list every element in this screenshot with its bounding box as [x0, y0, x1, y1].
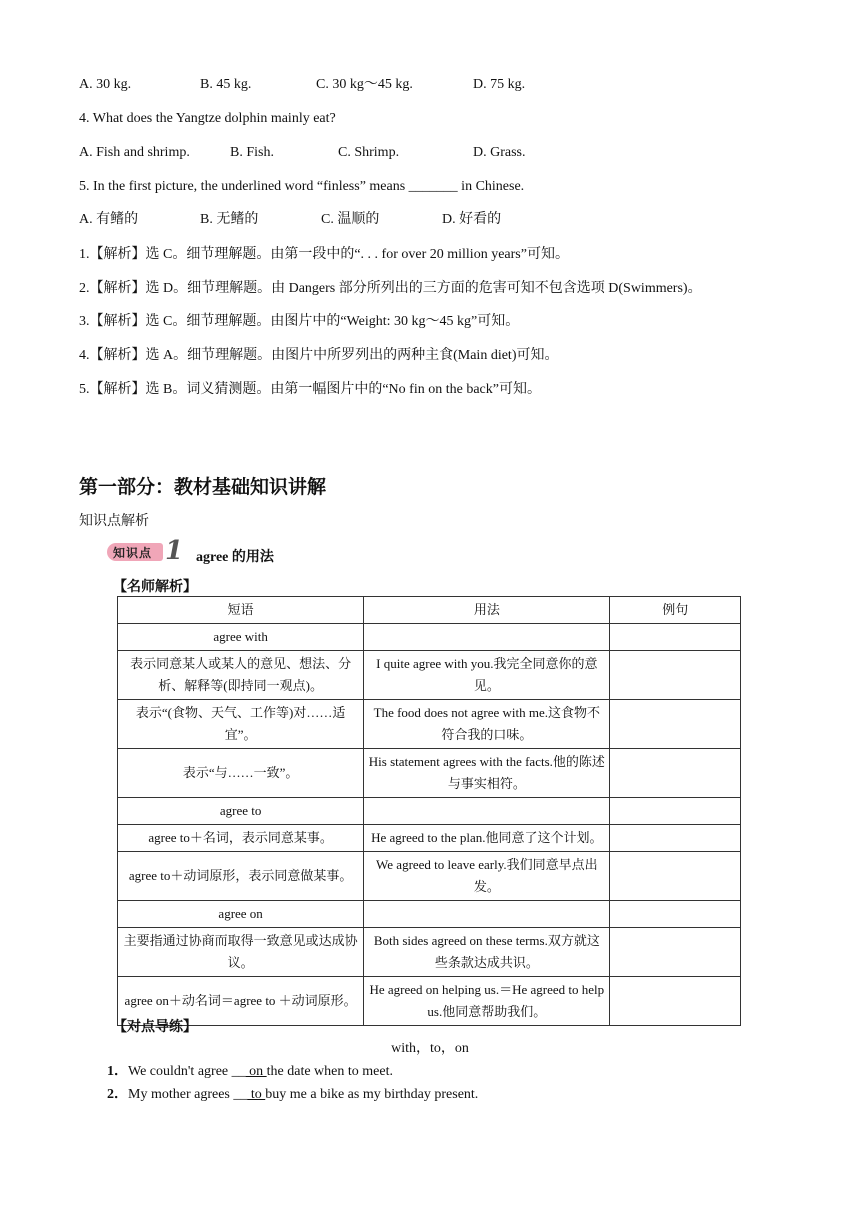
exercise-1: [107, 1060, 393, 1080]
table-cell: We agreed to leave early.我们同意早点出发。: [364, 852, 610, 901]
table-cell: He agreed on helping us.＝He agreed to help us.他同意帮助我们。: [364, 977, 610, 1026]
exercise-post: the date when to meet.: [266, 1064, 393, 1079]
q3-option-c: C. 30 kg～45 kg.: [316, 77, 413, 92]
table-cell: [610, 700, 741, 749]
answer-5: 5.【解析】选 B。词义猜测题。由第一幅图片中的“No fin on the back”可知。: [79, 382, 541, 397]
q4-question: 4. What does the Yangtze dolphin mainly eat?: [79, 111, 336, 126]
table-cell: 表示同意某人或某人的意见、想法、分析、解释等(即持同一观点)。: [118, 651, 364, 700]
table-cell: [610, 901, 741, 928]
table-row: [118, 651, 741, 700]
table-cell: [610, 977, 741, 1026]
q5-option-b: B. 无鳍的: [200, 212, 259, 227]
answer-2: 2.【解析】选 D。细节理解题。由 Dangers 部分所列出的三方面的危害可知不包含选项 D(Swimmers)。: [79, 281, 702, 296]
header-usage: 用法: [364, 597, 610, 624]
table-cell: [610, 651, 741, 700]
exercise-number: 2．: [107, 1087, 128, 1102]
table-cell: The food does not agree with me.这食物不符合我的口味。: [364, 700, 610, 749]
exercise-2: [107, 1083, 478, 1103]
word-bank: with，to，on: [391, 1041, 469, 1056]
table-row: [118, 700, 741, 749]
table-cell: agree to＋动词原形，表示同意做某事。: [118, 852, 364, 901]
table-cell: agree to: [118, 798, 364, 825]
table-cell: 表示“与……一致”。: [118, 749, 364, 798]
table-row: [118, 977, 741, 1026]
table-cell: His statement agrees with the facts.他的陈述与事实相符。: [364, 749, 610, 798]
header-example: 例句: [610, 597, 741, 624]
answer-3: 3.【解析】选 C。细节理解题。由图片中的“Weight: 30 kg～45 kg”可知。: [79, 314, 520, 329]
badge-number: 1: [165, 536, 184, 566]
section-title: 第一部分：教材基础知识讲解: [79, 476, 327, 498]
table-cell: agree with: [118, 624, 364, 651]
teacher-analysis-label: 【名师解析】: [113, 579, 197, 595]
table-cell: [610, 798, 741, 825]
table-cell: Both sides agreed on these terms.双方就这些条款达成共识。: [364, 928, 610, 977]
answer-4: 4.【解析】选 A。细节理解题。由图片中所罗列出的两种主食(Main diet)可知。: [79, 348, 559, 363]
knowledge-point-title: agree 的用法: [196, 550, 274, 565]
answer-blank: on: [245, 1064, 267, 1079]
table-cell: agree on: [118, 901, 364, 928]
q4-option-b: B. Fish.: [230, 145, 274, 160]
q4-option-c: C. Shrimp.: [338, 145, 400, 160]
table-header-row: [118, 597, 741, 624]
q3-option-b: B. 45 kg.: [200, 77, 252, 92]
q3-option-d: D. 75 kg.: [473, 77, 526, 92]
table-cell: He agreed to the plan.他同意了这个计划。: [364, 825, 610, 852]
table-cell: [364, 901, 610, 928]
table-cell: [610, 624, 741, 651]
subsection-title: 知识点解析: [79, 514, 149, 529]
badge-text: 知识点: [113, 546, 153, 560]
table-cell: [610, 825, 741, 852]
table-cell: 主要指通过协商而取得一致意见或达成协议。: [118, 928, 364, 977]
exercise-number: 1．: [107, 1064, 128, 1079]
q3-option-a: A. 30 kg.: [79, 77, 132, 92]
q4-option-a: A. Fish and shrimp.: [79, 145, 190, 160]
header-phrase: 短语: [118, 597, 364, 624]
table-row: [118, 928, 741, 977]
q5-option-a: A. 有鳍的: [79, 212, 139, 227]
q5-question: 5. In the first picture, the underlined word “finless” means _______ in Chinese.: [79, 179, 525, 194]
exercise-pre: We couldn't agree __: [128, 1064, 246, 1079]
table-cell: [610, 928, 741, 977]
usage-table: [117, 596, 741, 1026]
table-cell: agree on＋动名词＝agree to ＋动词原形。: [118, 977, 364, 1026]
table-row: [118, 624, 741, 651]
exercise-pre: My mother agrees __: [128, 1087, 248, 1102]
badge-pill: [107, 543, 163, 561]
answer-blank: to: [247, 1087, 266, 1102]
knowledge-point-badge: [107, 536, 184, 566]
answer-1: 1.【解析】选 C。细节理解题。由第一段中的“. . . for over 20 million years”可知。: [79, 247, 569, 262]
exercise-post: buy me a bike as my birthday present.: [265, 1087, 479, 1102]
table-cell: [610, 852, 741, 901]
table-cell: agree to＋名词，表示同意某事。: [118, 825, 364, 852]
q5-option-c: C. 温顺的: [321, 212, 380, 227]
table-row: [118, 901, 741, 928]
table-cell: [364, 624, 610, 651]
table-cell: [364, 798, 610, 825]
table-cell: I quite agree with you.我完全同意你的意见。: [364, 651, 610, 700]
q5-option-d: D. 好看的: [442, 212, 502, 227]
table-row: [118, 749, 741, 798]
table-cell: [610, 749, 741, 798]
practice-label: 【对点导练】: [113, 1019, 197, 1035]
table-cell: 表示“(食物、天气、工作等)对……适宜”。: [118, 700, 364, 749]
table-row: [118, 798, 741, 825]
table-row: [118, 825, 741, 852]
q4-option-d: D. Grass.: [473, 145, 526, 160]
table-row: [118, 852, 741, 901]
